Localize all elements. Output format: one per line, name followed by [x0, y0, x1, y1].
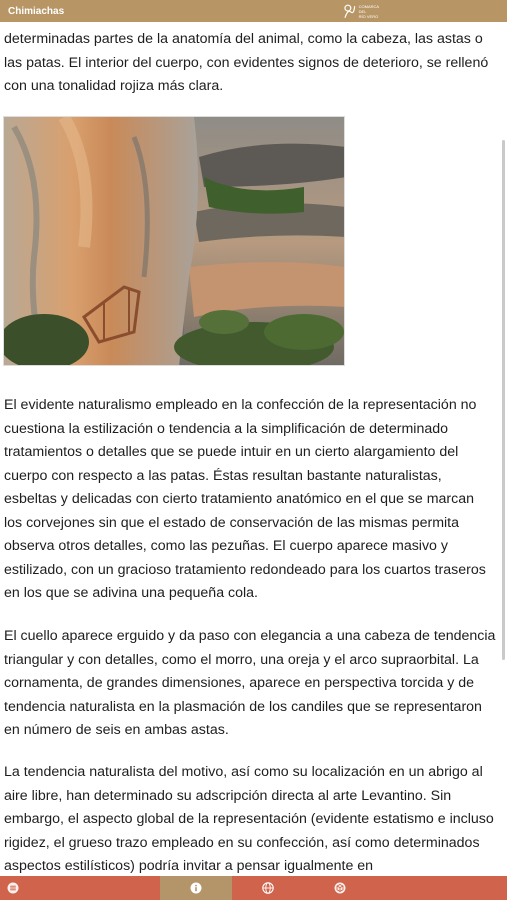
- tab-menu[interactable]: [0, 876, 26, 900]
- article-paragraph: La tendencia naturalista del motivo, así como su localización en un abrigo al aire libre, han determinado su adscripción directa al arte Levantino. Sin embargo, el aspecto global de la representación (evidente estatismo e incluso rigidez, el grueso trazo empleado en su confección, así como determinados aspectos estilísticos) podría invitar a pensar igualmente en: [4, 764, 494, 874]
- article-paragraph: El evidente naturalismo empleado en la confección de la representación no cuestiona la estilización o tendencia a la simplificación de determinado tratamientos o detalles que se puede intuir en un cierto alargamiento del cuerpo con respecto a las patas. Éstas resultan bastante naturalistas, esbeltas y delicadas con cierto tratamiento anatómico en el que se marcan los corvejones sin que el estado de conservación de las mismas permita observa otros detalles, como las pezuñas. El cuerpo aparece masivo y estilizado, con un gracioso tratamiento redondeado para los cuartos traseros en los que se adivina una pequeña cola.: [4, 397, 486, 601]
- rock-shelter-image: [4, 117, 345, 366]
- top-bar: [0, 0, 507, 22]
- comarca-logo: [343, 2, 387, 20]
- menu-icon: [7, 882, 19, 894]
- rock-shelter-photo: [3, 116, 345, 366]
- page-title: Chimiachas: [8, 5, 65, 17]
- tab-info[interactable]: [160, 876, 232, 900]
- article-paragraph: determinadas partes de la anatomía del animal, como la cabeza, las astas o las patas. El interior del cuerpo, con evidentes signos de deterioro, se rellenó con una tonalidad rojiza más clara.: [4, 31, 489, 94]
- info-icon: [190, 882, 202, 894]
- article-content[interactable]: [0, 22, 500, 876]
- logo-mark-icon: [343, 3, 357, 19]
- tab-map[interactable]: [232, 876, 304, 900]
- logo-text-line2: RÍO VERO: [358, 13, 379, 19]
- cube-icon: [334, 882, 346, 894]
- tab-3d[interactable]: [304, 876, 376, 900]
- bottom-nav: [0, 876, 507, 900]
- logo-text-line1: COMARCA DEL: [358, 3, 379, 14]
- scrollbar[interactable]: [502, 140, 505, 660]
- article-paragraph: El cuello aparece erguido y da paso con elegancia a una cabeza de tendencia triangular y con detalles, como el morro, una oreja y el arco supraorbital. La cornamenta, de grandes dimensiones, aparece en perspectiva torcida y de tendencia naturalista en la plasmación de los candiles que se representaron en número de seis en ambas astas.: [4, 628, 496, 738]
- globe-icon: [262, 882, 274, 894]
